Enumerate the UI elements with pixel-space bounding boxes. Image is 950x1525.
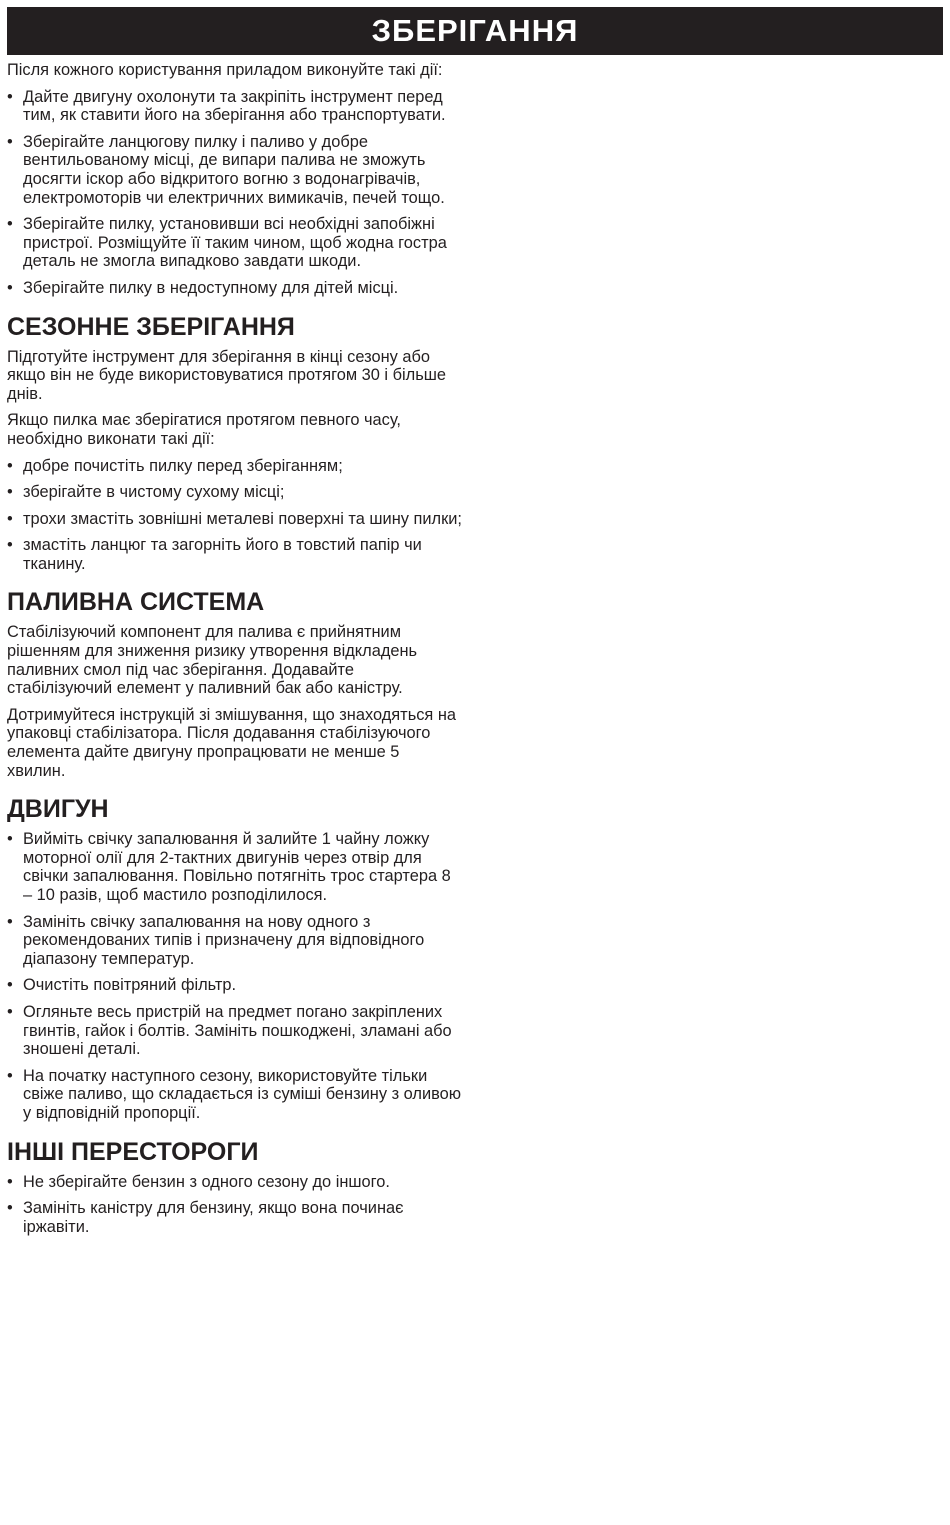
list-item: • Дайте двигуну охолонути та закріпіть інструмент перед тим, як ставити його на зберігання або транспортувати.: [7, 88, 462, 125]
list-item: • Замініть каністру для бензину, якщо вона починає іржавіти.: [7, 1199, 462, 1236]
storage-list: [7, 88, 462, 298]
list-item: • Замініть свічку запалювання на нову одного з рекомендованих типів і призначену для відповідного діапазону температур.: [7, 913, 462, 969]
list-item: • Вийміть свічку запалювання й залийте 1 чайну ложку моторної олії для 2-тактних двигунів через отвір для свічки запалювання. Повільно потягніть трос стартера 8 – 10 разів, щоб мастило розподілилося.: [7, 830, 462, 904]
seasonal-paragraph-2: Якщо пилка має зберігатися протягом певного часу, необхідно виконати такі дії:: [7, 411, 401, 448]
list-item: • На початку наступного сезону, використовуйте тільки свіже паливо, що складається із суміші бензину з оливою у відповідній пропорції.: [7, 1067, 462, 1123]
storage-intro: Після кожного користування приладом виконуйте такі дії:: [7, 61, 443, 79]
fuel-heading: ПАЛИВНА СИСТЕМА: [7, 588, 265, 617]
list-item: • зберігайте в чистому сухому місці;: [7, 483, 462, 502]
list-item: • Зберігайте ланцюгову пилку і паливо у добре вентильованому місці, де випари палива не зможуть досягти іскор або відкритого вогню з водонагрівачів, електромоторів чи електричних вимикачів, печей тощо.: [7, 133, 462, 207]
list-item: • трохи змастіть зовнішні металеві поверхні та шину пилки;: [7, 510, 462, 529]
section-banner: [7, 7, 943, 55]
other-heading: ІНШІ ПЕРЕСТОРОГИ: [7, 1137, 259, 1166]
page-title: ЗБЕРІГАННЯ: [371, 13, 579, 48]
seasonal-list: [7, 457, 462, 574]
list-item: • Зберігайте пилку, установивши всі необхідні запобіжні пристрої. Розміщуйте її таким чином, щоб жодна гостра деталь не змогла випадково завдати шкоди.: [7, 215, 462, 271]
engine-heading: ДВИГУН: [7, 795, 109, 824]
other-list: [7, 1173, 462, 1237]
list-item: • змастіть ланцюг та загорніть його в товстий папір чи тканину.: [7, 536, 462, 573]
fuel-paragraph-1: Стабілізуючий компонент для палива є прийнятним рішенням для зниження ризику утворення відкладень паливних смол під час зберігання. Додавайте стабілізуючий елемент у паливний бак або каністру.: [7, 623, 418, 698]
content-column: [7, 61, 462, 1244]
fuel-paragraph-2: Дотримуйтеся інструкцій зі змішування, що знаходяться на упаковці стабілізатора. Після додавання стабілізуючого елемента дайте двигуну пропрацювати не менше 5 хвилин.: [7, 705, 457, 780]
list-item: • Очистіть повітряний фільтр.: [7, 976, 462, 995]
list-item: • Огляньте весь пристрій на предмет погано закріплених гвинтів, гайок і болтів. Замініть пошкоджені, зламані або зношені деталі.: [7, 1003, 462, 1059]
list-item: • Не зберігайте бензин з одного сезону до іншого.: [7, 1173, 462, 1192]
seasonal-heading: СЕЗОННЕ ЗБЕРІГАННЯ: [7, 312, 295, 341]
list-item: • добре почистіть пилку перед зберіганням;: [7, 457, 462, 476]
list-item: • Зберігайте пилку в недоступному для дітей місці.: [7, 279, 462, 298]
engine-list: [7, 830, 462, 1122]
seasonal-paragraph-1: Підготуйте інструмент для зберігання в кінці сезону або якщо він не буде використовуватися протягом 30 і більше днів.: [7, 347, 447, 403]
